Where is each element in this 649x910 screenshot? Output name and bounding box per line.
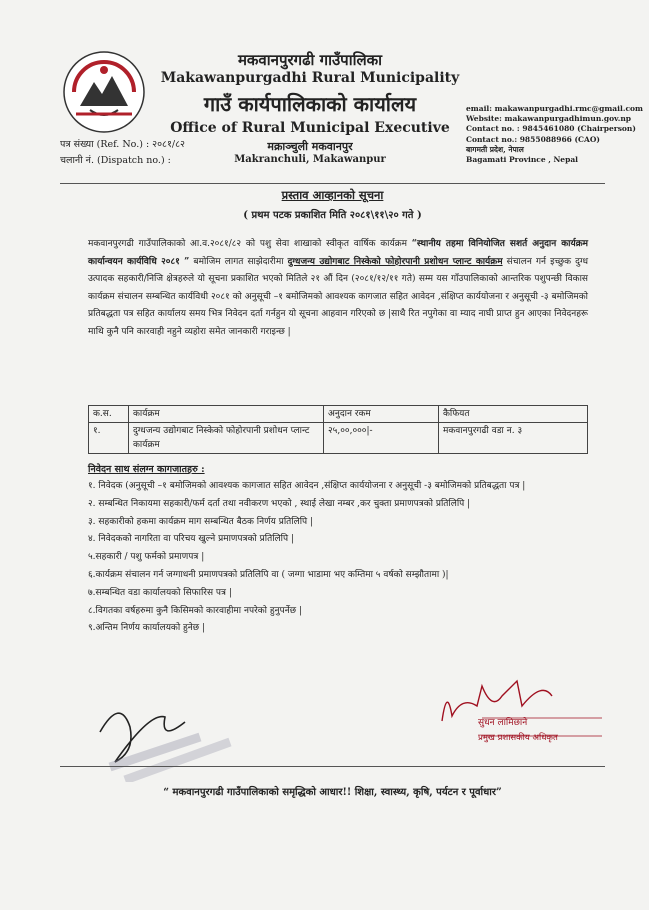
footer-divider <box>60 766 605 767</box>
reference-block <box>60 137 185 169</box>
cell-amount: २५,००,०००|- <box>324 423 439 454</box>
office-name-nepali: गाउँ कार्यपालिकाको कार्यालय <box>203 92 417 116</box>
contact-chairperson: Contact no. : 9845461080 (Chairperson) <box>466 124 636 134</box>
body-part-3: बमोजिम लागत साझेदारीमा <box>189 256 288 267</box>
contact-email: email: makawanpurgadhi.rmc@gmail.com <box>466 104 643 113</box>
col-serial: क.स. <box>89 406 129 423</box>
place-nepali: मक्राञ्चुली मकवानपुर <box>267 140 353 153</box>
documents-list <box>88 478 588 638</box>
col-remarks: कैफियत <box>439 406 588 423</box>
dispatch-number: चलानी नं. (Dispatch no.) : <box>60 155 171 166</box>
documents-title: निवेदन साथ संलग्न कागजातहरु : <box>88 464 205 475</box>
contact-website: Website: makawanpurgadhimun.gov.np <box>466 114 632 124</box>
cell-program: दुग्धजन्य उद्योगबाट निस्केको फोहोरपानी प्रशोधन प्लान्ट कार्यक्रम <box>129 423 324 454</box>
cell-remarks: मकवानपुरगढी वडा न. ३ <box>439 423 588 454</box>
body-part-5: संचालन गर्न इच्छुक दुग्ध उत्पादक सहकारी/निजि क्षेत्रहरुले यो सूचना प्रकाशित भएको मितिले २१ औं दिन (२०८१/१२/११ गते) सम्म यस गाँउपालिकाको आन्तरिक पशुपन्छी विकास कार्यक्रम संचालन सम्बन्धित कार्यविधी २०८१ को अनुसूची –१ बमोजिमको आवश्यक कागजात सहित आवेदन ,संक्षिप्त कार्ययोजना र अनुसूची -३ बमोजिमको प्रतिबद्धता पत्र सहित कार्यालय समय भित्र निवेदन दर्ता गर्नहुन यो सूचना आहवान गरिएको छ |साथै रित नपुगेका वा म्याद नाघी प्राप्त हुन आएका निवेदनहरू माथि कुनै पनि कारवाही नहुने व्यहोरा समेत जानकारी गराइन्छ | <box>88 256 589 337</box>
province-nepali: बागमती प्रदेश, नेपाल <box>466 144 524 154</box>
table-header-row <box>89 406 588 423</box>
municipality-logo <box>60 48 148 136</box>
notice-subtitle: ( प्रथम पटक प्रकाशित मिति २०८१\११\२० गते ) <box>243 210 422 221</box>
footer-slogan: “ मकवानपुरगढी गाउँपालिकाको समृद्धिको आधार!! शिक्षा, स्वास्थ्य, कृषि, पर्यटन र पूर्वाधार” <box>163 787 502 798</box>
province-english: Bagamati Province , Nepal <box>466 155 579 165</box>
cell-serial: १. <box>89 423 129 454</box>
ref-number: पत्र संख्या (Ref. No.) : २०८१/८२ <box>60 139 185 150</box>
signatory-title: प्रमुख प्रशासकीय अधिकृत <box>478 733 558 743</box>
notice-body <box>88 236 588 342</box>
notice-title <box>60 188 605 203</box>
col-program: कार्यक्रम <box>129 406 324 423</box>
list-item: ५.सहकारी / पशु फर्मको प्रमाणपत्र | <box>88 552 205 563</box>
list-item: ३. सहकारीको हकमा कार्यक्रम माग सम्बन्धित बैठक निर्णय प्रतिलिपि | <box>88 516 314 527</box>
header-divider <box>60 183 605 184</box>
municipality-name-english: Makawanpurgadhi Rural Municipality <box>160 70 460 86</box>
notice-title-text: प्रस्ताव आव्हानको सूचना <box>281 188 384 202</box>
table-row <box>89 423 588 454</box>
list-item: ९.अन्तिम निर्णय कार्यालयको हुनेछ | <box>88 623 206 634</box>
left-signature-stamp <box>90 692 240 782</box>
signatory-name: सुधन लामिछाने <box>478 718 528 728</box>
list-item: ४. निवेदकको नागरिता वा परिचय खुल्ने प्रमाणपत्रको प्रतिलिपि | <box>88 534 294 545</box>
list-item: ८.विगतका वर्षहरुमा कुनै किसिमको कारवाहीमा नपरेको हुनुपर्नेछ | <box>88 605 302 616</box>
body-part-1: मकवानपुरगढी गाउँपालिकाको आ.व.२०८१/८२ को पशु सेवा शाखाको स्वीकृत वार्षिक कार्यक्रम <box>88 239 412 249</box>
list-item: १. निवेदक (अनुसूची –१ बमोजिमको आवश्यक कागजात सहित आवेदन ,संक्षिप्त कार्ययोजना र अनुसूची -३ बमोजिमको प्रतिबद्धता पत्र | <box>88 481 526 491</box>
body-plant-program: दुग्धजन्य उद्योगबाट निस्केको फोहोरपानी प्रशोधन प्लान्ट कार्यक्रम <box>287 256 503 267</box>
col-amount: अनुदान रकम <box>324 406 439 423</box>
list-item: २. सम्बन्धित निकायमा सहकारी/फर्म दर्ता तथा नवीकरण भएको , स्थाई लेखा नम्बर ,कर चुक्ता प्रमाणपत्रको प्रतिलिपि | <box>88 498 471 509</box>
office-name-english: Office of Rural Municipal Executive <box>170 120 450 136</box>
list-item: ६.कार्यक्रम संचालन गर्न जग्गाधनी प्रमाणपत्रको प्रतिलिपि वा ( जग्गा भाडामा भए कम्तिमा ५ वर्षको सम्झौतामा )| <box>88 569 449 580</box>
body-program-name: “स्थानीय तहमा विनियोजित सशर्त अनुदान कार्यक्रम कार्यान्वयन कार्यविधि २०८१ ” <box>88 239 588 267</box>
place-english: Makranchuli, Makawanpur <box>234 154 386 165</box>
list-item: ७.सम्बन्धित वडा कार्यालयको सिफारिस पत्र | <box>88 587 232 598</box>
contact-cao: Contact no.: 9855088966 (CAO) <box>466 134 600 144</box>
contact-block <box>466 104 643 165</box>
municipality-name-nepali: मकवानपुरगढी गाउँपालिका <box>237 51 383 69</box>
program-table <box>88 405 588 454</box>
